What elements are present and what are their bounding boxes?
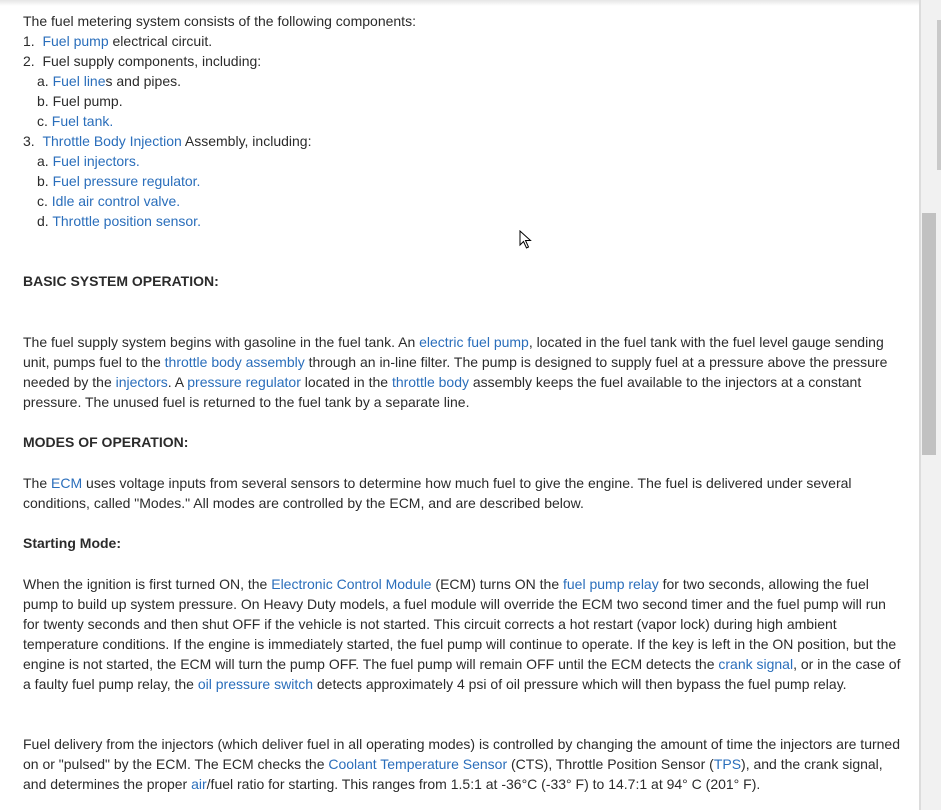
paragraph-fuel-delivery: Fuel delivery from the injectors (which deliver fuel in all operating modes) is controlled by changing the amount of time the injectors are turned on or "pulsed" by the ECM. The ECM checks the Coolant Temperature Sensor (CTS), Throttle Position Sensor (TPS), and the crank signal, and determines the proper air/fuel ratio for starting. This ranges from 1.5:1 at -36°C (-33° F) to 14.7:1 at 94° C (201° F). <box>23 736 900 792</box>
list-item-3c: c. Idle air control valve. <box>37 193 181 209</box>
heading-starting-mode: Starting Mode: <box>23 535 121 551</box>
link-crank-signal[interactable]: crank signal <box>718 656 794 672</box>
list-item-2a: a. Fuel lines and pipes. <box>37 73 181 89</box>
intro-text: The fuel metering system consists of the following components: <box>23 13 416 29</box>
link-air[interactable]: air <box>191 776 207 792</box>
link-fuel-pump[interactable]: Fuel pump <box>42 33 109 49</box>
list-item-2c: c. Fuel tank. <box>37 113 114 129</box>
link-fuel-pressure-regulator[interactable]: Fuel pressure regulator. <box>52 173 201 189</box>
list-item-2: 2. Fuel supply components, including: <box>23 53 262 69</box>
header-shadow <box>0 0 920 6</box>
list-item-3: 3. Throttle Body Injection Assembly, including: <box>23 133 312 149</box>
link-oil-pressure-switch[interactable]: oil pressure switch <box>197 676 313 692</box>
link-fuel-injectors[interactable]: Fuel injectors. <box>52 153 140 169</box>
list-item-3d: d. Throttle position sensor. <box>37 213 201 229</box>
list-item-3a: a. Fuel injectors. <box>37 153 140 169</box>
link-idle-air-control-valve[interactable]: Idle air control valve. <box>51 193 181 209</box>
paragraph-modes: The ECM uses voltage inputs from several sensors to determine how much fuel to give the engine. The fuel is delivered under several conditions, called "Modes." All modes are controlled by the ECM, and are described below. <box>23 475 852 511</box>
link-coolant-temperature-sensor[interactable]: Coolant Temperature Sensor <box>328 756 508 772</box>
link-fuel-line[interactable]: Fuel line <box>52 73 106 89</box>
heading-modes-of-operation: MODES OF OPERATION: <box>23 434 189 450</box>
link-fuel-pump-relay[interactable]: fuel pump relay <box>563 576 659 592</box>
list-item-2b: b. Fuel pump. <box>37 93 123 109</box>
heading-basic-system-operation: BASIC SYSTEM OPERATION: <box>23 273 219 289</box>
link-throttle-body[interactable]: throttle body <box>391 374 469 390</box>
link-throttle-body-injection[interactable]: Throttle Body Injection <box>42 133 182 149</box>
paragraph-basic-operation: The fuel supply system begins with gasoline in the fuel tank. An electric fuel pump, located in the fuel tank with the fuel level gauge sending unit, pumps fuel to the throttle body assembly through an in-line filter. The pump is designed to supply fuel at a pressure above the pressure needed by the injectors. A pressure regulator located in the throttle body assembly keeps the fuel available to the injectors at a constant pressure. The unused fuel is returned to the fuel tank by a separate line. <box>23 334 888 410</box>
scrollbar-thumb[interactable] <box>922 213 936 455</box>
list-item-1: 1. Fuel pump electrical circuit. <box>23 33 213 49</box>
mouse-cursor-icon <box>519 230 533 250</box>
link-throttle-body-assembly[interactable]: throttle body assembly <box>164 354 305 370</box>
link-electronic-control-module[interactable]: Electronic Control Module <box>271 576 432 592</box>
link-throttle-position-sensor[interactable]: Throttle position sensor. <box>52 213 201 229</box>
link-ecm[interactable]: ECM <box>51 475 83 491</box>
link-injectors[interactable]: injectors <box>115 374 168 390</box>
link-fuel-tank[interactable]: Fuel tank. <box>51 113 114 129</box>
link-tps[interactable]: TPS <box>713 756 742 772</box>
scrollbar-marker <box>937 20 941 170</box>
paragraph-starting-mode: When the ignition is first turned ON, the Electronic Control Module (ECM) turns ON the fuel pump relay for two seconds, allowing the fuel pump to build up system pressure. On Heavy Duty models, a fuel module will override the ECM two second timer and the fuel pump will run for twenty seconds and then shut OFF if the vehicle is not started. This circuit corrects a hot restart (vapor lock) during high ambient temperature conditions. If the engine is immediately started, the fuel pump will continue to operate. If the key is left in the ON position, but the engine is not started, the ECM will turn the pump OFF. The fuel pump will remain OFF until the ECM detects the crank signal, or in the case of a faulty fuel pump relay, the oil pressure switch detects approximately 4 psi of oil pressure which will then bypass the fuel pump relay. <box>23 576 901 692</box>
link-electric-fuel-pump[interactable]: electric fuel pump <box>419 334 529 350</box>
list-item-3b: b. Fuel pressure regulator. <box>37 173 201 189</box>
link-pressure-regulator[interactable]: pressure regulator <box>187 374 301 390</box>
